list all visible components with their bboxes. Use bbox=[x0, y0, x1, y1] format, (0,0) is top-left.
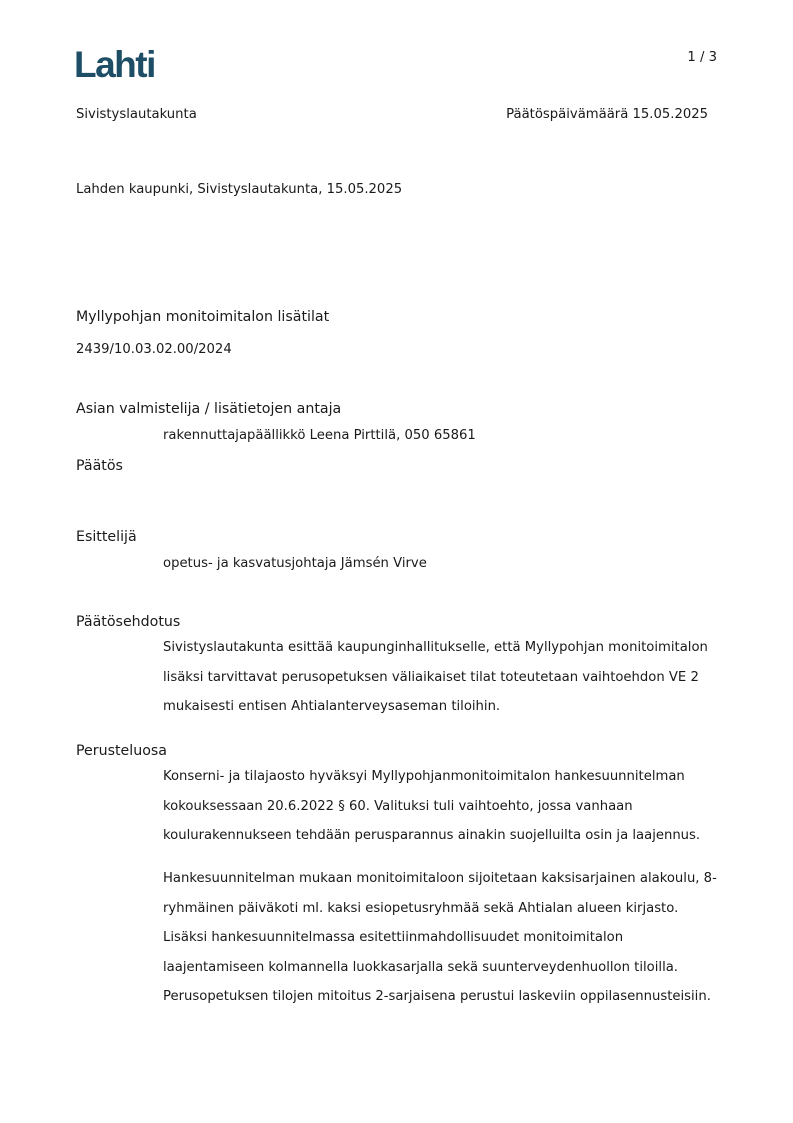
justification-line: Perusopetuksen tilojen mitoitus 2-sarjaisena perustui laskeviin oppilasennusteisiin. bbox=[163, 989, 711, 1005]
proposal-paragraph bbox=[163, 633, 723, 722]
decision-label: Päätös bbox=[76, 458, 123, 474]
preparer-label: Asian valmistelija / lisätietojen antaja bbox=[76, 401, 342, 417]
justification-paragraph-2 bbox=[163, 864, 723, 1012]
proposal-line: Sivistyslautakunta esittää kaupunginhallitukselle, että Myllypohjan monitoimitalon bbox=[163, 640, 708, 655]
justification-line: Lisäksi hankesuunnitelmassa esitettiinmahdollisuudet monitoimitalon bbox=[163, 930, 624, 946]
document-title: Myllypohjan monitoimitalon lisätilat bbox=[76, 309, 330, 325]
decision-date: Päätöspäivämäärä 15.05.2025 bbox=[506, 107, 708, 122]
justification-label: Perusteluosa bbox=[76, 743, 167, 759]
justification-line: laajentamiseen kolmannella luokkasarjalla sekä suunterveydenhuollon tiloilla. bbox=[163, 959, 679, 975]
justification-paragraph-1 bbox=[163, 762, 723, 851]
justification-line: Konserni- ja tilajaosto hyväksyi Myllypohjanmonitoimitalon hankesuunnitelman bbox=[163, 769, 685, 784]
organization-name: Sivistyslautakunta bbox=[76, 107, 197, 122]
diary-number: 2439/10.03.02.00/2024 bbox=[76, 342, 232, 357]
justification-line: Hankesuunnitelman mukaan monitoimitaloon sijoitetaan kaksisarjainen alakoulu, 8- bbox=[163, 871, 717, 886]
presenter-label: Esittelijä bbox=[76, 529, 137, 545]
preparer-value: rakennuttajapäällikkö Leena Pirttilä, 050 65861 bbox=[163, 428, 476, 443]
page-number: 1 / 3 bbox=[687, 50, 717, 65]
svg-text:Lahti: Lahti bbox=[74, 46, 155, 82]
justification-line: koulurakennukseen tehdään perusparannus ainakin suojelluilta osin ja laajennus. bbox=[163, 828, 701, 844]
meeting-line: Lahden kaupunki, Sivistyslautakunta, 15.05.2025 bbox=[76, 182, 403, 197]
proposal-line: lisäksi tarvittavat perusopetuksen väliaikaiset tilat toteutetaan vaihtoehdon VE 2 bbox=[163, 669, 699, 685]
justification-line: kokouksessaan 20.6.2022 § 60. Valituksi tuli vaihtoehto, jossa vanhaan bbox=[163, 798, 633, 814]
presenter-value: opetus- ja kasvatusjohtaja Jämsén Virve bbox=[163, 556, 427, 571]
justification-line: ryhmäinen päiväkoti ml. kaksi esiopetusryhmää sekä Ahtialan alueen kirjasto. bbox=[163, 900, 679, 916]
proposal-label: Päätösehdotus bbox=[76, 614, 181, 630]
proposal-line: mukaisesti entisen Ahtialanterveysaseman tiloihin. bbox=[163, 699, 501, 715]
